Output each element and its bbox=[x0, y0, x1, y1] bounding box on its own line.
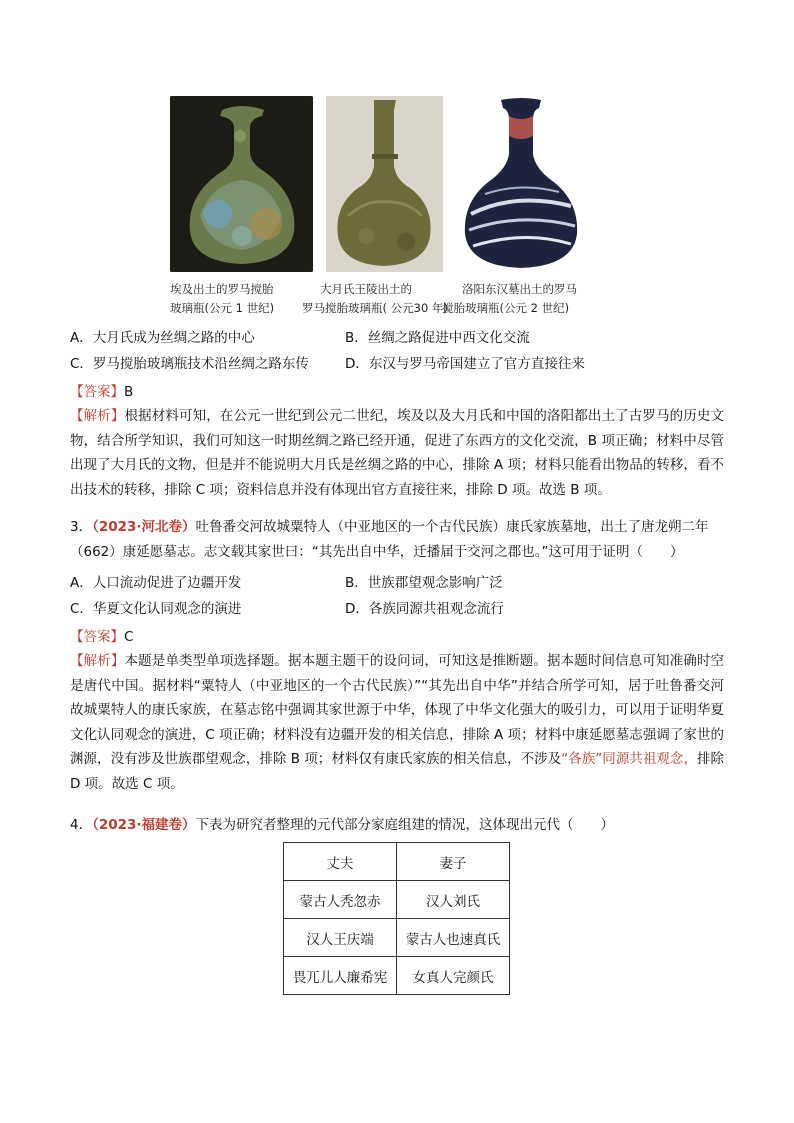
q3-answer-tag: 【答案】 bbox=[70, 629, 124, 645]
q2-analysis-text: 根据材料可知，在公元一世纪到公元二世纪，埃及以及大月氏和中国的洛阳都出土了古罗马的历史文物，结合所学知识，我们可知这一时期丝绸之路已经开通，促进了东西方的文化交流，B 项正确；材料中尽管出现了大月氏的文物，但是并不能说明大月氏是丝绸之路的中心，排除 A 项；材料只能看出物品的转移，看不出技术的转移，排除 C 项；资料信息并没有体现出官方直接往来，排除 D 项。故选 B 项。 bbox=[70, 408, 725, 498]
vase-illustration-2 bbox=[326, 96, 443, 272]
caption-1-line1: 埃及出土的罗马搅胎 bbox=[170, 282, 274, 296]
luoyang-roman-glass-vase-image bbox=[455, 96, 585, 272]
q2-option-c: C．罗马搅胎玻璃瓶技术沿丝绸之路东传 bbox=[70, 356, 309, 372]
table-row bbox=[284, 919, 510, 957]
header-husband: 丈夫 bbox=[284, 843, 397, 881]
q3-analysis-tag: 【解析】 bbox=[70, 653, 125, 669]
q2-answer-line bbox=[70, 380, 133, 400]
q3-analysis-red: “各族”同源共祖观念， bbox=[561, 751, 697, 767]
q4-stem bbox=[70, 813, 724, 838]
q3-stem bbox=[70, 515, 724, 564]
q3-option-d: D．各族同源共祖观念流行 bbox=[345, 601, 504, 617]
q3-analysis-main: 本题是单类型单项选择题。据本题主题干的设问词，可知这是推断题。据本题时间信息可知准确时空是唐代中国。据材料“粟特人（中亚地区的一个古代民族）”“其先出自中华”并结合所学可知，居于吐鲁番交河故城粟特人的康氏家族，在墓志铭中强调其家世源于中华，体现了中华文化强大的吸引力，可以用于证明华夏文化认同观念的演进，C 项正确；材料没有边疆开发的相关信息，排除 A 项；材料中康延愿墓志强调了家世的渊源，没有涉及世族郡望观念，排除 B 项；材料仅有康氏家族的相关信息，不涉及 bbox=[70, 653, 725, 767]
q3-option-b: B．世族郡望观念影响广泛 bbox=[345, 575, 503, 591]
q3-source: （2023·河北卷） bbox=[92, 519, 196, 535]
table-header-row bbox=[284, 843, 510, 881]
caption-2-line1: 大月氏王陵出土的 bbox=[320, 282, 412, 296]
q2-analysis bbox=[70, 404, 724, 502]
table-row bbox=[284, 881, 510, 919]
q2-option-a: A．大月氏成为丝绸之路的中心 bbox=[70, 330, 255, 346]
table-row bbox=[284, 957, 510, 995]
q3-option-a: A．人口流动促进了边疆开发 bbox=[70, 575, 242, 591]
table-cell: 汉人刘氏 bbox=[397, 881, 510, 919]
q2-answer-value: B bbox=[124, 384, 134, 400]
q3-option-c: C．华夏文化认同观念的演进 bbox=[70, 601, 242, 617]
figure-captions bbox=[170, 280, 640, 320]
q2-option-d: D．东汉与罗马帝国建立了官方直接往来 bbox=[345, 356, 585, 372]
q3-answer-value: C bbox=[124, 629, 134, 645]
vase-illustration-1 bbox=[170, 96, 313, 272]
caption-3-line1: 洛阳东汉墓出土的罗马 bbox=[462, 282, 577, 296]
q4-source: （2023·福建卷） bbox=[92, 817, 196, 833]
q3-number: 3． bbox=[70, 519, 93, 535]
q2-answer-tag: 【答案】 bbox=[70, 384, 124, 400]
q3-stem-text: 吐鲁番交河故城粟特人（中亚地区的一个古代民族）康氏家族墓地，出土了唐龙朔二年（662）康延愿墓志。志文载其家世曰：“其先出自中华，迁播届于交河之郡也。”这可用于证明（ ） bbox=[70, 519, 709, 560]
q2-option-b: B．丝绸之路促进中西文化交流 bbox=[345, 330, 530, 346]
caption-1 bbox=[170, 280, 310, 318]
caption-2 bbox=[302, 280, 452, 318]
family-table bbox=[283, 842, 510, 995]
caption-3 bbox=[442, 280, 642, 318]
q4-stem-text: 下表为研究者整理的元代部分家庭组建的情况，这体现出元代（ ） bbox=[195, 817, 615, 833]
q3-answer-line bbox=[70, 625, 133, 645]
caption-1-line2: 玻璃瓶(公元 1 世纪) bbox=[170, 301, 275, 315]
q2-analysis-tag: 【解析】 bbox=[70, 408, 125, 424]
q4-number: 4． bbox=[70, 817, 93, 833]
caption-3-line2: 搅胎玻璃瓶(公元 2 世纪) bbox=[442, 301, 570, 315]
caption-2-line2: 罗马搅胎玻璃瓶( 公元30 年) bbox=[302, 301, 448, 315]
table-cell: 汉人王庆端 bbox=[284, 919, 397, 957]
table-cell: 蒙古人也速真氏 bbox=[397, 919, 510, 957]
dayuezhi-roman-glass-vase-image bbox=[326, 96, 443, 272]
q3-analysis-end: 排除 D 项。故选 C 项。 bbox=[70, 751, 724, 792]
vase-illustration-3 bbox=[455, 96, 585, 272]
table-cell: 蒙古人秃忽赤 bbox=[284, 881, 397, 919]
header-wife: 妻子 bbox=[397, 843, 510, 881]
egypt-roman-glass-vase-image bbox=[170, 96, 313, 272]
vase-figure bbox=[170, 96, 640, 318]
q3-analysis bbox=[70, 649, 724, 796]
table-cell: 女真人完颜氏 bbox=[397, 957, 510, 995]
table-cell: 畏兀儿人廉希宪 bbox=[284, 957, 397, 995]
